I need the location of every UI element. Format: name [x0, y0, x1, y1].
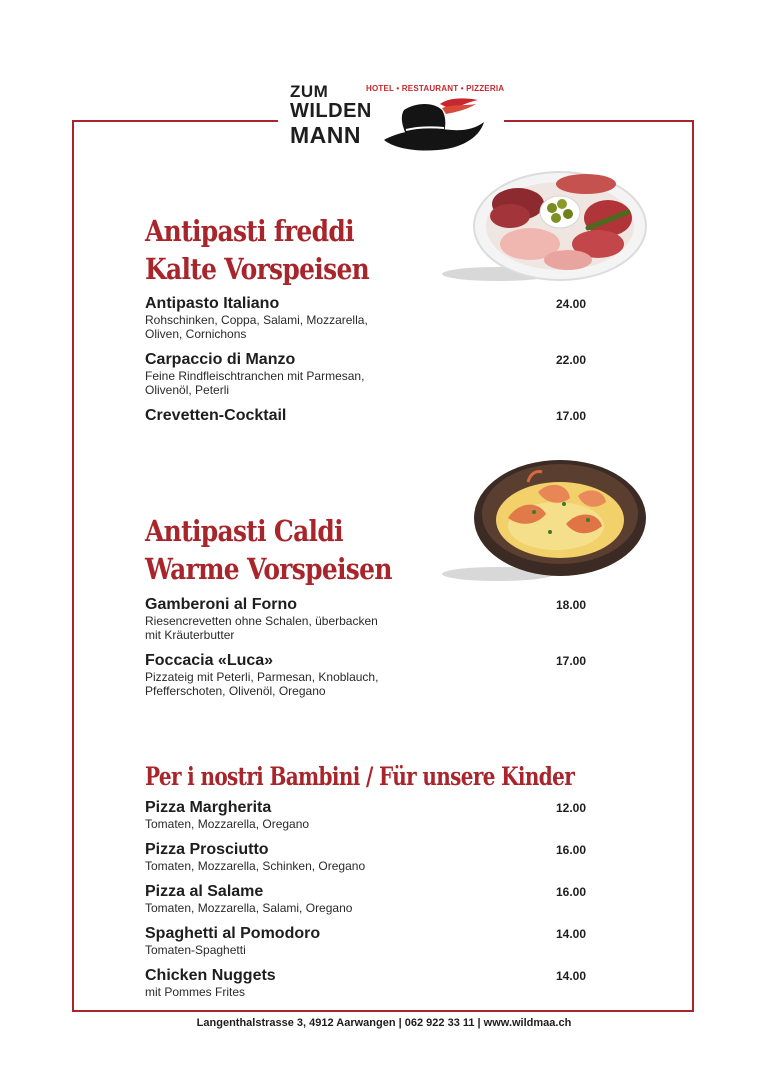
- item-price: 16.00: [555, 885, 586, 899]
- item-price: 18.00: [555, 598, 586, 612]
- item-description: Riesencrevetten ohne Schalen, überbacken mit Kräuterbutter: [145, 614, 378, 642]
- section-title-warm-it: Antipasti Caldi: [145, 514, 343, 548]
- item-description: Feine Rindfleischtranchen mit Parmesan, Olivenöl, Peterli: [145, 369, 365, 397]
- menu-item: [145, 596, 590, 642]
- item-description: mit Pommes Frites: [145, 985, 246, 999]
- hat-icon: [382, 96, 486, 154]
- logo-line-2: WILDEN: [290, 100, 372, 122]
- logo-line-1: ZUM: [290, 82, 329, 101]
- item-name: Carpaccio di Manzo: [145, 351, 296, 368]
- item-name: Gamberoni al Forno: [145, 596, 298, 613]
- item-name: Spaghetti al Pomodoro: [145, 925, 321, 942]
- item-price: 14.00: [555, 969, 586, 983]
- menu-item: [145, 295, 590, 341]
- menu-item: [145, 652, 590, 698]
- menu-item: [145, 967, 590, 999]
- logo-tagline: HOTEL • RESTAURANT • PIZZERIA: [366, 84, 505, 93]
- item-price: 17.00: [555, 409, 586, 423]
- section-title-kids: Per i nostri Bambini / Für unsere Kinder: [145, 762, 575, 791]
- item-description: Tomaten, Mozzarella, Oregano: [145, 817, 310, 831]
- section-title-cold-it: Antipasti freddi: [145, 214, 354, 248]
- item-description: Tomaten, Mozzarella, Schinken, Oregano: [145, 859, 366, 873]
- footer-contact: Langenthalstrasse 3, 4912 Aarwangen | 062 922 33 11 | www.wildmaa.ch: [196, 1017, 572, 1029]
- restaurant-logo: [278, 78, 504, 154]
- item-name: Pizza al Salame: [145, 883, 264, 900]
- item-name: Crevetten-Cocktail: [145, 407, 287, 424]
- gamberoni-dish-image: [438, 452, 654, 588]
- menu-item: [145, 351, 590, 397]
- menu-item: [145, 883, 590, 915]
- item-price: 14.00: [555, 927, 586, 941]
- item-description: Rohschinken, Coppa, Salami, Mozzarella, Oliven, Cornichons: [145, 313, 368, 341]
- item-name: Foccacia «Luca»: [145, 652, 274, 669]
- item-description: Tomaten, Mozzarella, Salami, Oregano: [145, 901, 353, 915]
- item-name: Antipasto Italiano: [145, 295, 280, 312]
- menu-item: [145, 841, 590, 873]
- section-title-cold-de: Kalte Vorspeisen: [145, 252, 370, 286]
- section-title-warm-de: Warme Vorspeisen: [145, 552, 392, 586]
- menu-item: [145, 407, 590, 425]
- item-price: 17.00: [555, 654, 586, 668]
- item-price: 16.00: [555, 843, 586, 857]
- item-description: Pizzateig mit Peterli, Parmesan, Knoblauch, Pfefferschoten, Olivenöl, Oregano: [145, 670, 379, 698]
- item-price: 22.00: [555, 353, 586, 367]
- menu-item: [145, 925, 590, 957]
- item-price: 24.00: [555, 297, 586, 311]
- logo-line-3: MANN: [290, 122, 361, 148]
- item-name: Pizza Margherita: [145, 799, 272, 816]
- menu-item: [145, 799, 590, 831]
- item-price: 12.00: [555, 801, 586, 815]
- item-name: Pizza Prosciutto: [145, 841, 269, 858]
- antipasto-platter-image: [438, 164, 654, 288]
- item-name: Chicken Nuggets: [145, 967, 276, 984]
- item-description: Tomaten-Spaghetti: [145, 943, 246, 957]
